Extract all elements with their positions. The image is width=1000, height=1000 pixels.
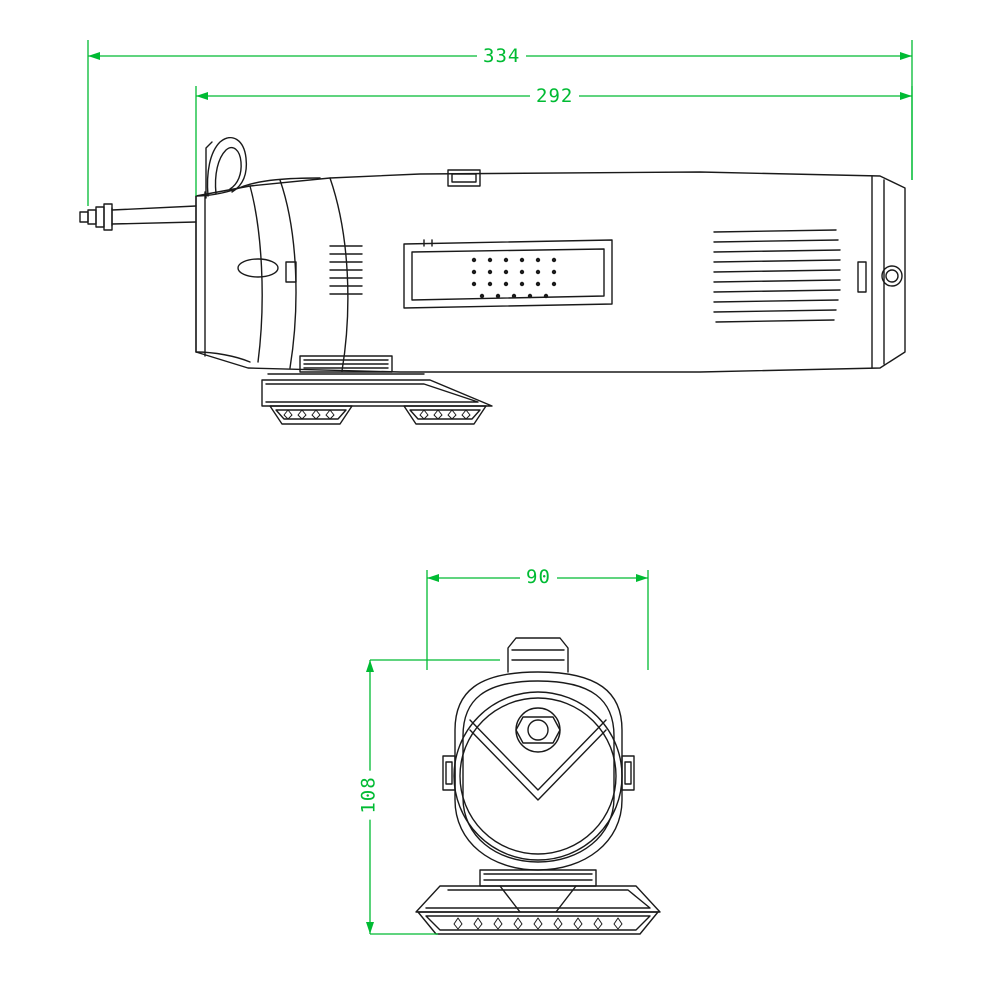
dimension-label-overall-height: 108 (359, 770, 379, 819)
front-view-graphic (0, 550, 1000, 1000)
dimension-label-body-length: 292 (530, 86, 579, 106)
dimension-label-overall-width: 90 (520, 567, 557, 587)
dimension-label-overall-length: 334 (477, 46, 526, 66)
